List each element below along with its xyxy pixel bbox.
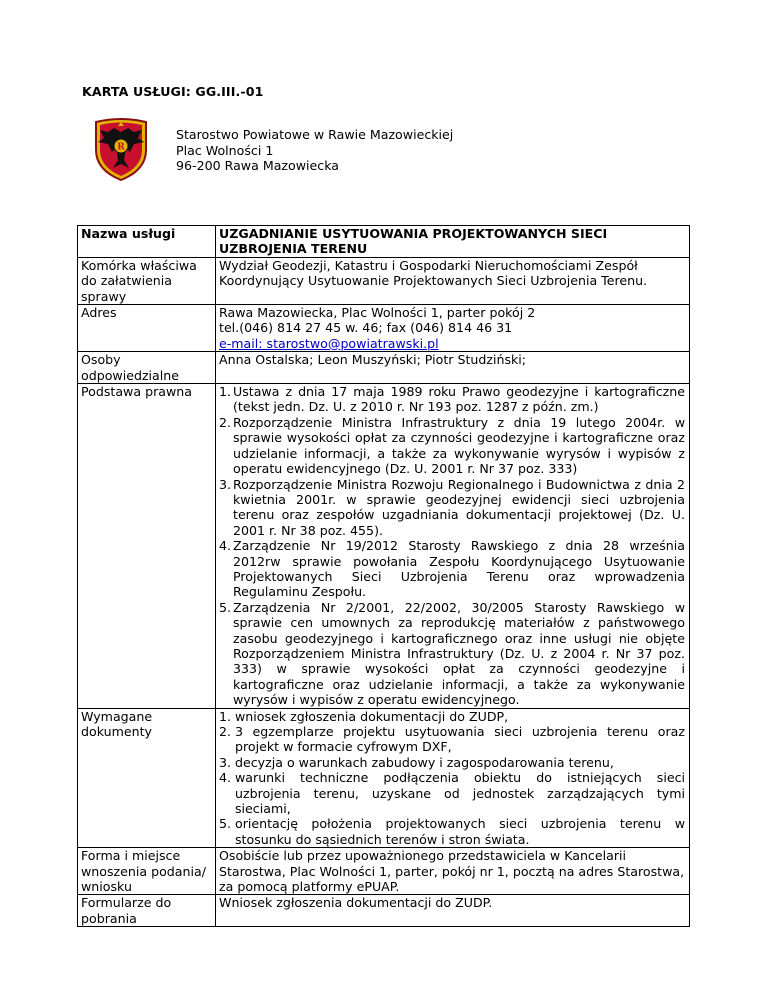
value-service-name: UZGADNIANIE USYTUOWANIA PROJEKTOWANYCH SIECI UZBROJENIA TERENU [216,226,690,258]
label-forms: Formularze do pobrania [78,895,216,927]
office-city: 96-200 Rawa Mazowiecka [176,158,339,173]
value-legal-basis [216,384,690,709]
item-number: 2. [219,724,232,739]
item-text: Ustawa z dnia 17 maja 1989 roku Prawo geodezyjne i kartograficzne (tekst jedn. Dz. U. z 2010 r. Nr 193 poz. 1287 z późn. zm.) [233,384,685,415]
row-address [78,305,690,352]
list-item [219,755,685,770]
list-item [219,724,685,755]
item-number: 5. [219,816,232,832]
value-documents [216,708,690,848]
coat-of-arms-logo [86,114,156,184]
item-number: 4. [219,770,232,786]
item-number: 3. [219,476,232,492]
row-forms [78,895,690,927]
list-item [219,709,685,724]
label-documents: Wymagane dokumenty [78,708,216,848]
label-persons: Osoby odpowiedzialne [78,352,216,384]
value-submission: Osobiście lub przez upoważnionego przedstawiciela w Kancelarii Starostwa, Plac Wolności 1, parter, pokój nr 1, pocztą na adres Starostwa, za pomocą platformy ePUAP. [216,848,690,895]
item-number: 1. [219,384,232,400]
office-address-block [176,127,453,174]
row-legal-basis [78,384,690,709]
row-documents [78,708,690,848]
item-number: 3. [219,754,232,770]
office-name: Starostwo Powiatowe w Rawie Mazowieckiej [176,127,454,142]
list-item [219,384,685,415]
item-number: 2. [219,414,232,430]
item-text: wniosek zgłoszenia dokumentacji do ZUDP, [235,708,509,724]
item-number: 4. [219,538,232,554]
value-forms: Wniosek zgłoszenia dokumentacji do ZUDP. [216,895,690,927]
item-text: Zarządzenie Nr 19/2012 Starosty Rawskiego z dnia 28 września 2012rw sprawie powołania Zespołu Koordynującego Usytuowanie Projektowanych Sieci Uzbrojenia Terenu oraz wprowadzenia Regulaminu Zespołu. [233,538,685,600]
value-unit: Wydział Geodezji, Katastru i Gospodarki Nieruchomościami Zespół Koordynujący Usytuowanie Projektowanych Sieci Uzbrojenia Terenu. [216,257,690,304]
item-text: warunki techniczne podłączenia obiektu do istniejących sieci uzbrojenia terenu, uzyskane od jednostek zarządzających tymi sieciami, [235,770,685,817]
label-address: Adres [78,305,216,352]
label-service-name: Nazwa usługi [78,226,216,258]
row-persons [78,352,690,384]
email-link[interactable]: e-mail: starostwo@powiatrawski.pl [219,335,439,351]
item-text: Rozporządzenie Ministra Rozwoju Regionalnego i Budownictwa z dnia 2 kwietnia 2001r. w sprawie geodezyjnej ewidencji sieci uzbrojenia terenu oraz zespołów uzgadniania dokumentacji projektowej (Dz. U. 2001 r. Nr 38 poz. 455). [233,476,685,538]
item-text: decyzja o warunkach zabudowy i zagospodarowania terenu, [235,754,614,770]
office-street: Plac Wolności 1 [176,142,274,158]
address-line: Rawa Mazowiecka, Plac Wolności 1, parter pokój 2 [219,305,536,321]
row-submission [78,848,690,895]
item-number: 1. [219,708,232,724]
item-text: orientację położenia projektowanych sieci uzbrojenia terenu w stosunku do sąsiednich terenów i stron świata. [235,816,685,847]
label-legal-basis: Podstawa prawna [78,384,216,709]
list-item [219,538,685,600]
legal-basis-list [219,384,685,708]
list-item [219,816,685,847]
item-text: Zarządzenia Nr 2/2001, 22/2002, 30/2005 Starosty Rawskiego w sprawie cen umownych za reprodukcję materiałów z państwowego zasobu geodezyjnego i kartograficznego oraz inne usługi nie objęte Rozporządzeniem Ministra Infrastruktury (Dz. U. z 2004 r. Nr 37 poz. 333) w sprawie wysokości opłat za czynności geodezyjne i kartograficzne oraz udzielanie informacji, a także za wykonywanie wyrysów i wypisów z operatu ewidencyjnego. [233,599,685,708]
list-item [219,770,685,816]
row-unit [78,257,690,304]
service-card-table [77,225,690,927]
label-submission: Forma i miejsce wnoszenia podania/ wniosku [78,848,216,895]
list-item [219,600,685,708]
item-number: 5. [219,599,232,615]
documents-list [219,709,685,848]
svg-text:R: R [117,142,125,153]
item-text: 3 egzemplarze projektu usytuowania sieci uzbrojenia terenu oraz projekt w formacie cyfrowym DXF, [235,724,685,755]
list-item [219,477,685,539]
label-unit: Komórka właściwa do załatwienia sprawy [78,257,216,304]
value-persons: Anna Ostalska; Leon Muszyński; Piotr Studziński; [216,352,690,384]
item-text: Rozporządzenie Ministra Infrastruktury z dnia 19 lutego 2004r. w sprawie wysokości opłat za czynności geodezyjne i kartograficzne oraz udzielanie informacji, a także za wykonywanie wyrysów i wypisów z operatu ewidencyjnego (Dz. U. 2001 r. Nr 37 poz. 333) [233,414,685,477]
value-address [216,305,690,352]
list-item [219,415,685,477]
row-service-name [78,226,690,258]
phone-fax-line: tel.(046) 814 27 45 w. 46; fax (046) 814 46 31 [219,320,513,336]
document-title: KARTA USŁUGI: GG.III.-01 [82,84,264,99]
